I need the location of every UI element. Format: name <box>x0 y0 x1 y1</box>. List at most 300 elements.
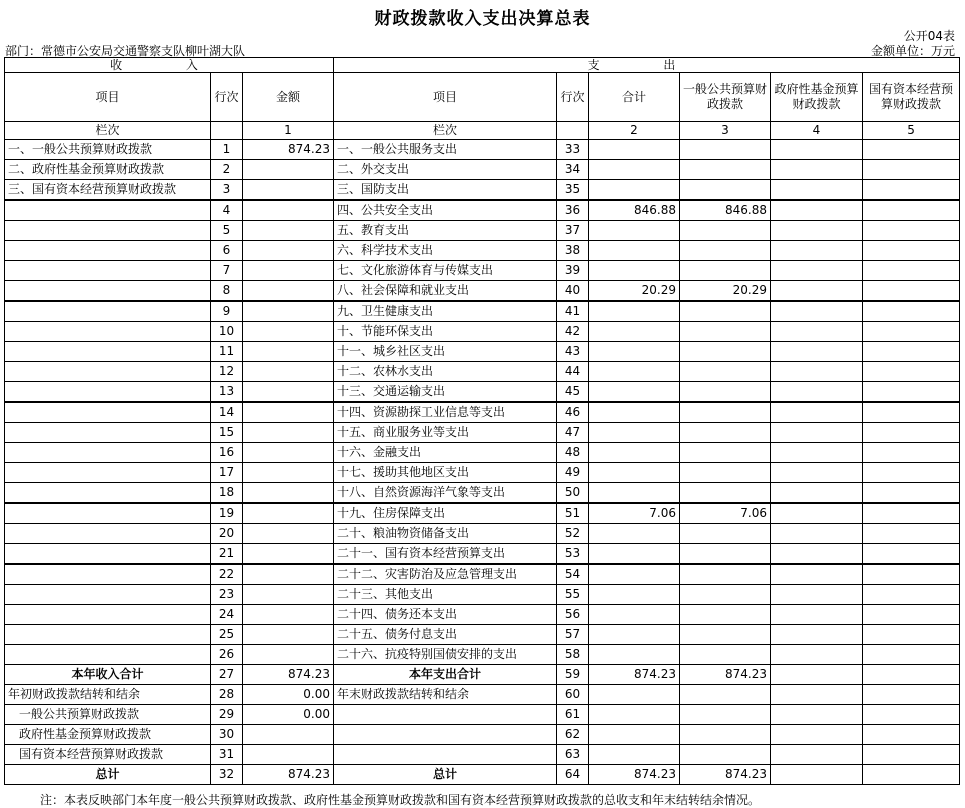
expense-gov-fund <box>771 362 863 382</box>
expense-state-capital <box>863 241 960 261</box>
expense-item: 九、卫生健康支出 <box>334 301 557 322</box>
income-amount <box>243 382 334 403</box>
expense-gov-fund <box>771 200 863 221</box>
expense-row-no: 50 <box>557 483 589 504</box>
expense-item: 十七、援助其他地区支出 <box>334 463 557 483</box>
expense-general <box>680 725 771 745</box>
expense-general: 874.23 <box>680 765 771 785</box>
expense-row-no: 43 <box>557 342 589 362</box>
income-amount <box>243 625 334 645</box>
expense-row-no: 44 <box>557 362 589 382</box>
header-amount: 金额 <box>243 73 334 122</box>
expense-state-capital <box>863 261 960 281</box>
expense-gov-fund <box>771 605 863 625</box>
expense-item: 十二、农林水支出 <box>334 362 557 382</box>
expense-state-capital <box>863 463 960 483</box>
expense-general <box>680 261 771 281</box>
expense-row-no: 51 <box>557 503 589 524</box>
expense-item: 六、科学技术支出 <box>334 241 557 261</box>
income-row-no: 21 <box>211 544 243 565</box>
expense-state-capital <box>863 342 960 362</box>
expense-item: 二十五、债务付息支出 <box>334 625 557 645</box>
expense-item: 三、国防支出 <box>334 180 557 201</box>
income-row-no: 30 <box>211 725 243 745</box>
income-item: 二、政府性基金预算财政拨款 <box>5 160 211 180</box>
expense-total <box>589 241 680 261</box>
table-row <box>5 625 960 645</box>
expense-gov-fund <box>771 402 863 423</box>
table-row <box>5 443 960 463</box>
expense-row-no: 49 <box>557 463 589 483</box>
expense-general <box>680 564 771 585</box>
lanci-c5: 5 <box>863 122 960 140</box>
expense-general: 7.06 <box>680 503 771 524</box>
expense-general <box>680 463 771 483</box>
income-item <box>5 645 211 665</box>
expense-state-capital <box>863 765 960 785</box>
expense-gov-fund <box>771 423 863 443</box>
expense-total <box>589 605 680 625</box>
income-item <box>5 585 211 605</box>
income-item <box>5 362 211 382</box>
expense-row-no: 39 <box>557 261 589 281</box>
expense-gov-fund <box>771 281 863 302</box>
expense-general <box>680 301 771 322</box>
expense-state-capital <box>863 221 960 241</box>
income-row-no: 4 <box>211 200 243 221</box>
lanci-c4: 4 <box>771 122 863 140</box>
expense-general <box>680 705 771 725</box>
expense-item: 十六、金融支出 <box>334 443 557 463</box>
income-row-no: 31 <box>211 745 243 765</box>
expense-item: 二十三、其他支出 <box>334 585 557 605</box>
header-row-no: 行次 <box>211 73 243 122</box>
income-item: 政府性基金预算财政拨款 <box>5 725 211 745</box>
expense-item: 年末财政拨款结转和结余 <box>334 685 557 705</box>
expense-general <box>680 160 771 180</box>
expense-total <box>589 261 680 281</box>
expense-state-capital <box>863 625 960 645</box>
lanci-c2: 2 <box>589 122 680 140</box>
income-amount <box>243 322 334 342</box>
expense-gov-fund <box>771 342 863 362</box>
expense-item <box>334 725 557 745</box>
income-row-no: 5 <box>211 221 243 241</box>
expense-general <box>680 180 771 201</box>
income-amount <box>243 463 334 483</box>
table-row <box>5 524 960 544</box>
expense-total <box>589 322 680 342</box>
expense-general <box>680 382 771 403</box>
income-item <box>5 402 211 423</box>
expense-general <box>680 241 771 261</box>
expense-row-no: 55 <box>557 585 589 605</box>
expense-item: 二十四、债务还本支出 <box>334 605 557 625</box>
expense-state-capital <box>863 585 960 605</box>
expense-gov-fund <box>771 725 863 745</box>
balance-row <box>5 705 960 725</box>
table-row <box>5 362 960 382</box>
expense-gov-fund <box>771 585 863 605</box>
expense-row-no: 57 <box>557 625 589 645</box>
income-item <box>5 200 211 221</box>
income-row-no: 23 <box>211 585 243 605</box>
expense-item: 五、教育支出 <box>334 221 557 241</box>
expense-item: 十五、商业服务业等支出 <box>334 423 557 443</box>
expense-gov-fund <box>771 261 863 281</box>
expense-general <box>680 423 771 443</box>
income-item <box>5 423 211 443</box>
expense-state-capital <box>863 180 960 201</box>
expense-item <box>334 745 557 765</box>
balance-row <box>5 725 960 745</box>
expense-row-no: 53 <box>557 544 589 565</box>
expense-total <box>589 140 680 160</box>
table-row <box>5 463 960 483</box>
income-row-no: 26 <box>211 645 243 665</box>
table-row <box>5 281 960 302</box>
budget-summary-table <box>4 57 960 785</box>
expense-gov-fund <box>771 503 863 524</box>
expense-general <box>680 402 771 423</box>
expense-row-no: 61 <box>557 705 589 725</box>
expense-gov-fund <box>771 180 863 201</box>
income-row-no: 32 <box>211 765 243 785</box>
income-row-no: 20 <box>211 524 243 544</box>
income-amount <box>243 160 334 180</box>
expense-row-no: 62 <box>557 725 589 745</box>
expense-gov-fund <box>771 483 863 504</box>
expense-row-no: 54 <box>557 564 589 585</box>
balance-row <box>5 685 960 705</box>
income-amount <box>243 342 334 362</box>
expense-row-no: 38 <box>557 241 589 261</box>
expense-total <box>589 725 680 745</box>
expense-state-capital <box>863 281 960 302</box>
income-item <box>5 544 211 565</box>
income-item <box>5 281 211 302</box>
expense-general <box>680 342 771 362</box>
income-amount <box>243 605 334 625</box>
table-row <box>5 241 960 261</box>
income-row-no: 25 <box>211 625 243 645</box>
expense-section-label: 支 出 <box>334 58 960 73</box>
income-row-no: 6 <box>211 241 243 261</box>
expense-item: 十三、交通运输支出 <box>334 382 557 403</box>
expense-row-no: 40 <box>557 281 589 302</box>
expense-general: 874.23 <box>680 665 771 685</box>
expense-row-no: 56 <box>557 605 589 625</box>
income-amount <box>243 443 334 463</box>
income-item <box>5 301 211 322</box>
expense-general <box>680 745 771 765</box>
expense-row-no: 42 <box>557 322 589 342</box>
income-amount <box>243 241 334 261</box>
expense-general: 20.29 <box>680 281 771 302</box>
header-gov-fund: 政府性基金预算财政拨款 <box>771 73 863 122</box>
income-amount <box>243 483 334 504</box>
income-amount <box>243 281 334 302</box>
expense-total: 7.06 <box>589 503 680 524</box>
expense-item: 二十一、国有资本经营预算支出 <box>334 544 557 565</box>
income-item <box>5 483 211 504</box>
income-item <box>5 241 211 261</box>
income-amount: 874.23 <box>243 140 334 160</box>
header-exp-row-no: 行次 <box>557 73 589 122</box>
income-item <box>5 564 211 585</box>
header-total: 合计 <box>589 73 680 122</box>
table-row <box>5 261 960 281</box>
expense-total <box>589 745 680 765</box>
income-row-no: 15 <box>211 423 243 443</box>
expense-total <box>589 564 680 585</box>
income-row-no: 19 <box>211 503 243 524</box>
page-title: 财政拨款收入支出决算总表 <box>374 9 591 29</box>
income-item <box>5 261 211 281</box>
income-amount <box>243 745 334 765</box>
table-row <box>5 342 960 362</box>
expense-general <box>680 443 771 463</box>
expense-total <box>589 362 680 382</box>
expense-item: 十、节能环保支出 <box>334 322 557 342</box>
expense-item: 二十二、灾害防治及应急管理支出 <box>334 564 557 585</box>
income-amount <box>243 180 334 201</box>
expense-total <box>589 402 680 423</box>
expense-state-capital <box>863 402 960 423</box>
income-amount <box>243 423 334 443</box>
table-row <box>5 503 960 524</box>
income-item: 本年收入合计 <box>5 665 211 685</box>
expense-total: 874.23 <box>589 765 680 785</box>
expense-state-capital <box>863 382 960 403</box>
table-row <box>5 585 960 605</box>
header-exp-item: 项目 <box>334 73 557 122</box>
expense-state-capital <box>863 605 960 625</box>
income-item: 三、国有资本经营预算财政拨款 <box>5 180 211 201</box>
expense-item: 四、公共安全支出 <box>334 200 557 221</box>
expense-total <box>589 645 680 665</box>
lanci-c3: 3 <box>680 122 771 140</box>
expense-item: 总计 <box>334 765 557 785</box>
expense-item: 二十六、抗疫特别国债安排的支出 <box>334 645 557 665</box>
income-amount: 874.23 <box>243 765 334 785</box>
expense-state-capital <box>863 443 960 463</box>
expense-total <box>589 685 680 705</box>
expense-row-no: 59 <box>557 665 589 685</box>
amount-unit: 金额单位：万元 <box>870 44 955 58</box>
expense-state-capital <box>863 564 960 585</box>
expense-row-no: 58 <box>557 645 589 665</box>
expense-row-no: 33 <box>557 140 589 160</box>
expense-gov-fund <box>771 524 863 544</box>
expense-item: 十九、住房保障支出 <box>334 503 557 524</box>
income-item <box>5 503 211 524</box>
expense-state-capital <box>863 665 960 685</box>
income-row-no: 14 <box>211 402 243 423</box>
table-row <box>5 160 960 180</box>
expense-total <box>589 180 680 201</box>
expense-gov-fund <box>771 564 863 585</box>
income-row-no: 11 <box>211 342 243 362</box>
expense-item: 八、社会保障和就业支出 <box>334 281 557 302</box>
income-row-no: 3 <box>211 180 243 201</box>
expense-row-no: 52 <box>557 524 589 544</box>
table-row <box>5 180 960 201</box>
income-row-no: 28 <box>211 685 243 705</box>
expense-row-no: 60 <box>557 685 589 705</box>
expense-item: 十一、城乡社区支出 <box>334 342 557 362</box>
expense-gov-fund <box>771 241 863 261</box>
income-item <box>5 443 211 463</box>
table-row <box>5 200 960 221</box>
income-amount <box>243 503 334 524</box>
expense-total <box>589 342 680 362</box>
expense-state-capital <box>863 685 960 705</box>
income-row-no: 9 <box>211 301 243 322</box>
expense-gov-fund <box>771 160 863 180</box>
expense-general <box>680 605 771 625</box>
expense-total <box>589 585 680 605</box>
column-header-row <box>5 73 960 122</box>
expense-total <box>589 160 680 180</box>
income-item <box>5 605 211 625</box>
income-amount <box>243 301 334 322</box>
income-item <box>5 524 211 544</box>
expense-general <box>680 221 771 241</box>
expense-state-capital <box>863 483 960 504</box>
income-item <box>5 342 211 362</box>
lanci-empty <box>211 122 243 140</box>
expense-state-capital <box>863 503 960 524</box>
income-row-no: 12 <box>211 362 243 382</box>
expense-state-capital <box>863 160 960 180</box>
income-item: 一、一般公共预算财政拨款 <box>5 140 211 160</box>
expense-state-capital <box>863 423 960 443</box>
income-amount <box>243 524 334 544</box>
income-amount: 0.00 <box>243 705 334 725</box>
income-amount <box>243 585 334 605</box>
expense-total <box>589 463 680 483</box>
expense-state-capital <box>863 140 960 160</box>
expense-state-capital <box>863 362 960 382</box>
income-row-no: 8 <box>211 281 243 302</box>
expense-total <box>589 443 680 463</box>
expense-row-no: 41 <box>557 301 589 322</box>
expense-row-no: 63 <box>557 745 589 765</box>
expense-gov-fund <box>771 322 863 342</box>
grand-total-row <box>5 765 960 785</box>
income-amount <box>243 362 334 382</box>
expense-total <box>589 382 680 403</box>
expense-item: 十八、自然资源海洋气象等支出 <box>334 483 557 504</box>
department-label: 部门：常德市公安局交通警察支队柳叶湖大队 <box>5 44 246 58</box>
table-row <box>5 140 960 160</box>
expense-state-capital <box>863 322 960 342</box>
expense-general <box>680 140 771 160</box>
expense-gov-fund <box>771 544 863 565</box>
income-row-no: 22 <box>211 564 243 585</box>
income-row-no: 2 <box>211 160 243 180</box>
income-row-no: 27 <box>211 665 243 685</box>
income-amount <box>243 645 334 665</box>
income-row-no: 10 <box>211 322 243 342</box>
lanci-empty-2 <box>557 122 589 140</box>
expense-gov-fund <box>771 382 863 403</box>
expense-row-no: 35 <box>557 180 589 201</box>
expense-gov-fund <box>771 221 863 241</box>
income-row-no: 13 <box>211 382 243 403</box>
expense-total <box>589 221 680 241</box>
balance-row <box>5 745 960 765</box>
table-row <box>5 544 960 565</box>
income-item <box>5 625 211 645</box>
expense-state-capital <box>863 645 960 665</box>
expense-gov-fund <box>771 140 863 160</box>
expense-gov-fund <box>771 301 863 322</box>
expense-total <box>589 423 680 443</box>
expense-total <box>589 625 680 645</box>
table-row <box>5 645 960 665</box>
expense-gov-fund <box>771 765 863 785</box>
lanci-label: 栏次 <box>5 122 211 140</box>
income-amount <box>243 200 334 221</box>
income-item <box>5 322 211 342</box>
expense-state-capital <box>863 745 960 765</box>
income-row-no: 1 <box>211 140 243 160</box>
expense-item: 十四、资源勘探工业信息等支出 <box>334 402 557 423</box>
expense-row-no: 46 <box>557 402 589 423</box>
income-item: 总计 <box>5 765 211 785</box>
expense-general <box>680 322 771 342</box>
expense-gov-fund <box>771 625 863 645</box>
expense-total: 874.23 <box>589 665 680 685</box>
expense-general <box>680 625 771 645</box>
expense-total <box>589 301 680 322</box>
income-section-label: 收 入 <box>5 58 334 73</box>
expense-general <box>680 362 771 382</box>
income-item <box>5 221 211 241</box>
expense-gov-fund <box>771 745 863 765</box>
income-amount <box>243 402 334 423</box>
income-row-no: 18 <box>211 483 243 504</box>
expense-gov-fund <box>771 443 863 463</box>
expense-item: 二、外交支出 <box>334 160 557 180</box>
expense-gov-fund <box>771 645 863 665</box>
income-total-row <box>5 665 960 685</box>
expense-total: 20.29 <box>589 281 680 302</box>
expense-item: 七、文化旅游体育与传媒支出 <box>334 261 557 281</box>
table-row <box>5 402 960 423</box>
expense-total <box>589 524 680 544</box>
income-row-no: 29 <box>211 705 243 725</box>
income-row-no: 16 <box>211 443 243 463</box>
expense-gov-fund <box>771 705 863 725</box>
section-header-row <box>5 58 960 73</box>
income-amount: 874.23 <box>243 665 334 685</box>
column-index-row <box>5 122 960 140</box>
table-row <box>5 564 960 585</box>
expense-row-no: 34 <box>557 160 589 180</box>
expense-state-capital <box>863 524 960 544</box>
expense-general <box>680 645 771 665</box>
expense-gov-fund <box>771 685 863 705</box>
table-row <box>5 483 960 504</box>
expense-general: 846.88 <box>680 200 771 221</box>
expense-row-no: 47 <box>557 423 589 443</box>
header-item: 项目 <box>5 73 211 122</box>
income-item: 国有资本经营预算财政拨款 <box>5 745 211 765</box>
expense-row-no: 48 <box>557 443 589 463</box>
